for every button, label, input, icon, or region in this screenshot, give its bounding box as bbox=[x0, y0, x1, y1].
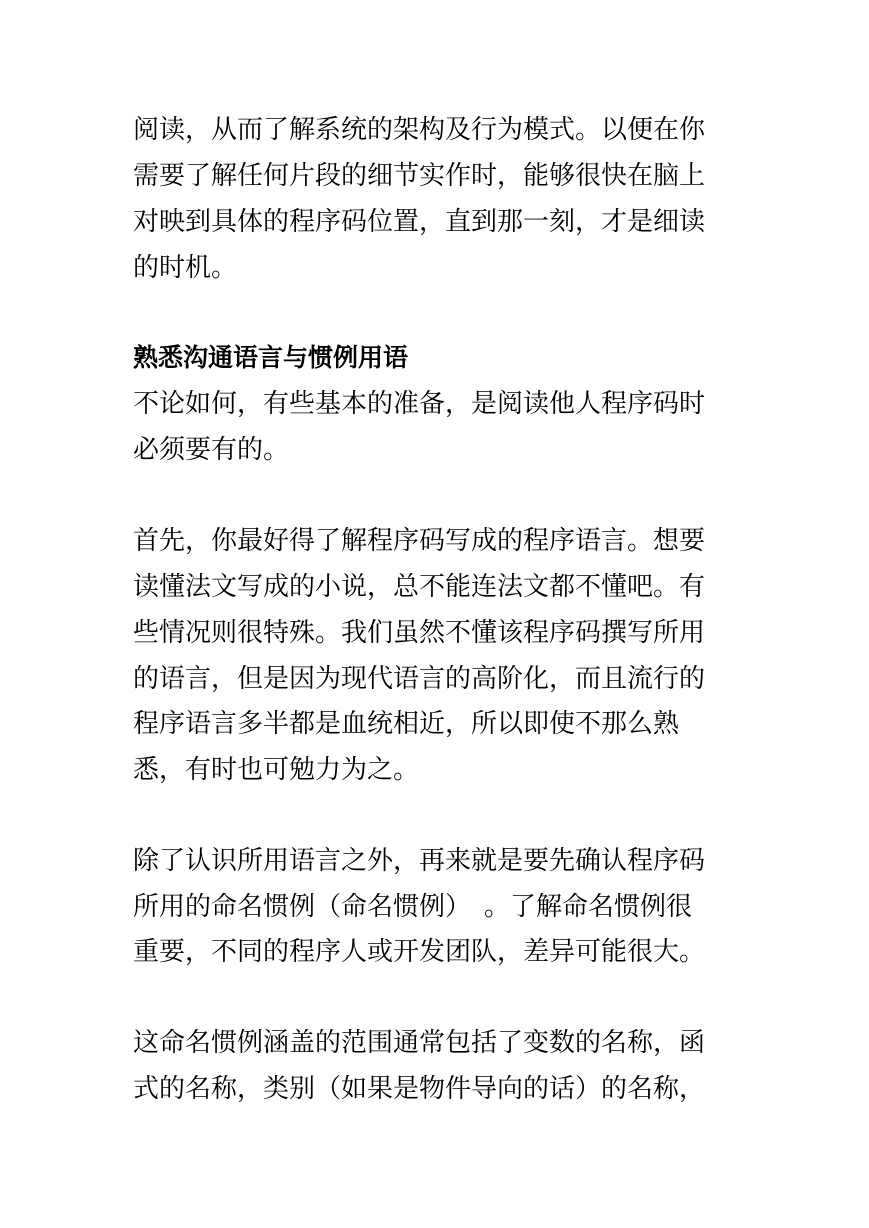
text-line: 必须要有的。 bbox=[133, 435, 290, 465]
text-line: 些情况则很特殊。我们虽然不懂该程序码撰写所用 bbox=[133, 618, 706, 648]
section-heading: 熟悉沟通语言与惯例用语 bbox=[133, 343, 409, 372]
text-line: 不论如何，有些基本的准备，是阅读他人程序码时 bbox=[133, 389, 706, 419]
text-line: 的时机。 bbox=[133, 253, 238, 283]
text-line: 阅读，从而了解系统的架构及行为模式。以便在你 bbox=[133, 115, 706, 145]
text-line: 首先，你最好得了解程序码写成的程序语言。想要 bbox=[133, 526, 706, 556]
text-line: 所用的命名惯例（命名惯例） 。了解命名惯例很 bbox=[133, 892, 693, 922]
text-line: 需要了解任何片段的细节实作时，能够很快在脑上 bbox=[133, 161, 706, 191]
text-line: 的语言，但是因为现代语言的高阶化，而且流行的 bbox=[133, 664, 706, 694]
text-line: 这命名惯例涵盖的范围通常包括了变数的名称，函 bbox=[133, 1028, 706, 1058]
text-line: 除了认识所用语言之外，再来就是要先确认程序码 bbox=[133, 846, 706, 876]
text-line: 读懂法文写成的小说，总不能连法文都不懂吧。有 bbox=[133, 572, 706, 602]
text-line: 重要，不同的程序人或开发团队，差异可能很大。 bbox=[133, 937, 706, 967]
text-line: 式的名称，类别（如果是物件导向的话）的名称， bbox=[133, 1074, 706, 1104]
text-line: 悉，有时也可勉力为之。 bbox=[133, 755, 420, 785]
text-line: 对映到具体的程序码位置，直到那一刻，才是细读 bbox=[133, 207, 706, 237]
text-line: 程序语言多半都是血统相近，所以即使不那么熟 bbox=[133, 709, 680, 739]
